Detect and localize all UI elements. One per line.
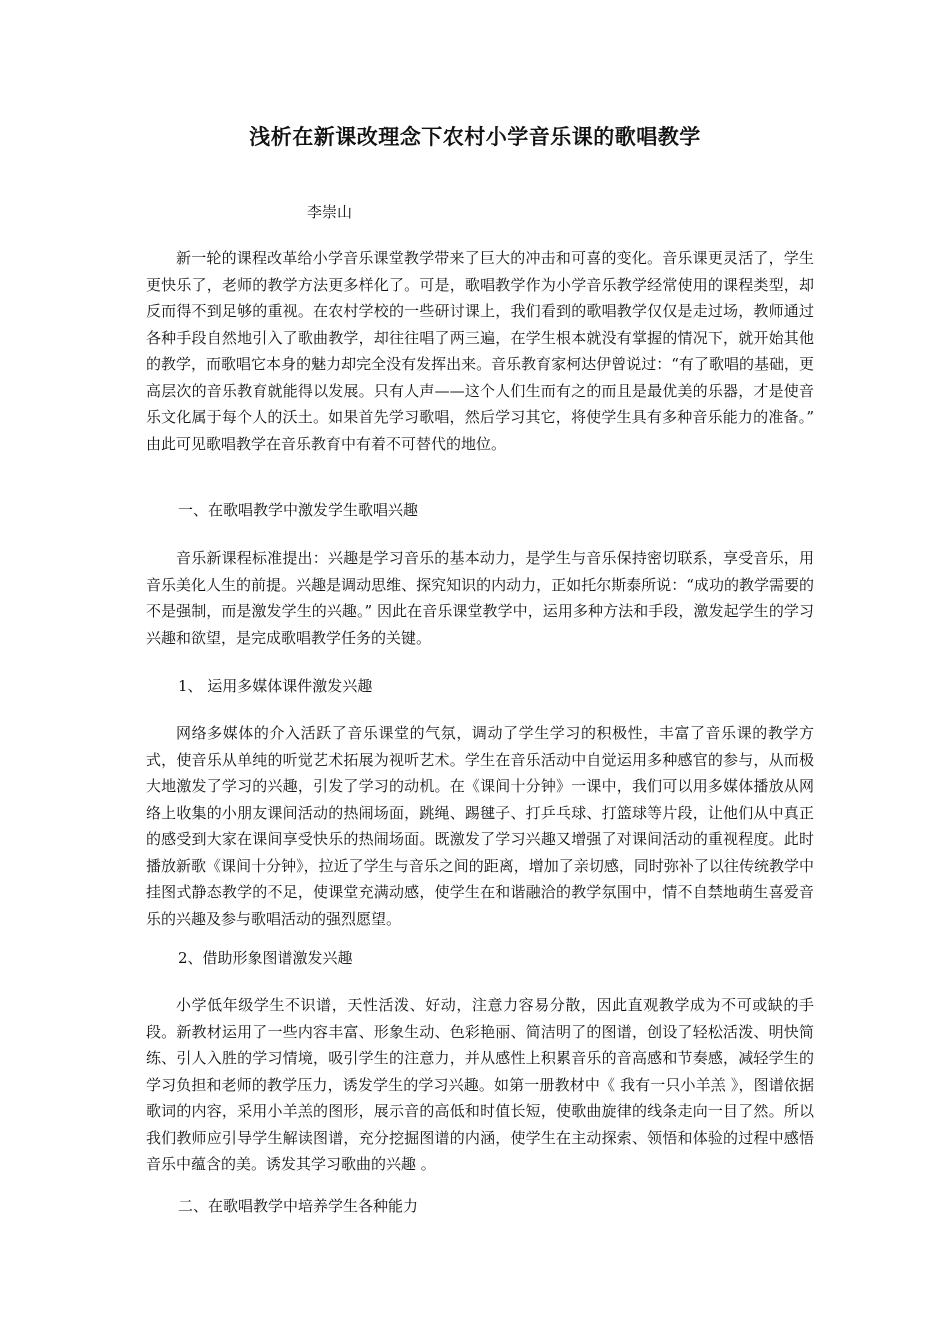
paragraph-intro: 新一轮的课程改革给小学音乐课堂教学带来了巨大的冲击和可喜的变化。音乐课更灵活了，学生更快乐了，老师的教学方法更多样化了。可是，歌唱教学作为小学音乐教学经常使用的课程类型，却反而得不到足够的重视。在农村学校的一些研讨课上，我们看到的歌唱教学仅仅是走过场，教师通过各种手段自然地引入了歌曲教学，却往往唱了两三遍，在学生根本就没有掌握的情况下，就开始其他的教学，而歌唱它本身的魅力却完全没有发挥出来。音乐教育家柯达伊曾说过：“有了歌唱的基础，更高层次的音乐教育就能得以发展。只有人声——这个人们生而有之的而且是最优美的乐器，才是使音乐文化属于每个人的沃土。如果首先学习歌唱，然后学习其它，将使学生具有多种音乐能力的准备。” 由此可见歌唱教学在音乐教育中有着不可替代的地位。 [146,249,814,453]
author-name: 李崇山 [307,203,353,221]
paragraph-multimedia: 网络多媒体的介入活跃了音乐课堂的气氛，调动了学生学习的积极性，丰富了音乐课的教学方式，使音乐从单纯的听觉艺术拓展为视听艺术。学生在音乐活动中自觉运用多种感官的参与，从而极大地激发了学习的兴趣，引发了学习的动机。在《课间十分钟》一课中，我们可以用多媒体播放从网络上收集的小朋友课间活动的热闹场面，跳绳、踢毽子、打乒乓球、打篮球等片段，让他们从中真正的感受到大家在课间享受快乐的热闹场面。既激发了学习兴趣又增强了对课间活动的重视程度。此时播放新歌《课间十分钟》，拉近了学生与音乐之间的距离，增加了亲切感，同时弥补了以往传统教学中挂图式静态教学的不足，使课堂充满动感，使学生在和谐融洽的教学氛围中，情不自禁地萌生喜爱音乐的兴趣及参与歌唱活动的强烈愿望。 [146,724,814,928]
section-heading-2: 二、在歌唱教学中培养学生各种能力 [178,1197,419,1215]
paragraph-graphic-score: 小学低年级学生不识谱，天性活泼、好动，注意力容易分散，因此直观教学成为不可或缺的手段。新教材运用了一些内容丰富、形象生动、色彩艳丽、简洁明了的图谱，创设了轻松活泼、明快简练、引人入胜的学习情境，吸引学生的注意力，并从感性上积累音乐的音高感和节奏感，减轻学生的学习负担和老师的教学压力，诱发学生的学习兴趣。如第一册教材中《 我有一只小羊羔 》，图谱依据歌词的内容，采用小羊羔的图形，展示音的高低和时值长短，使歌曲旋律的线条走向一目了然。所以我们教师应引导学生解读图谱，充分挖掘图谱的内涵，使学生在主动探索、领悟和体验的过程中感悟音乐中蕴含的美。诱发其学习歌曲的兴趣 。 [146,996,814,1173]
paragraph-interest: 音乐新课程标准提出：兴趣是学习音乐的基本动力，是学生与音乐保持密切联系，享受音乐，用音乐美化人生的前提。兴趣是调动思维、探究知识的内动力，正如托尔斯泰所说：“成功的教学需要的不是强制，而是激发学生的兴趣。” 因此在音乐课堂教学中，运用多种方法和手段，激发起学生的学习兴趣和欲望，是完成歌唱教学任务的关键。 [146,549,814,647]
section-heading-1: 一、在歌唱教学中激发学生歌唱兴趣 [178,501,419,519]
subsection-heading-2: 2、借助形象图谱激发兴趣 [178,949,353,967]
subsection-heading-1: 1、 运用多媒体课件激发兴趣 [178,677,373,695]
document-title: 浅析在新课改理念下农村小学音乐课的歌唱教学 [249,124,701,149]
